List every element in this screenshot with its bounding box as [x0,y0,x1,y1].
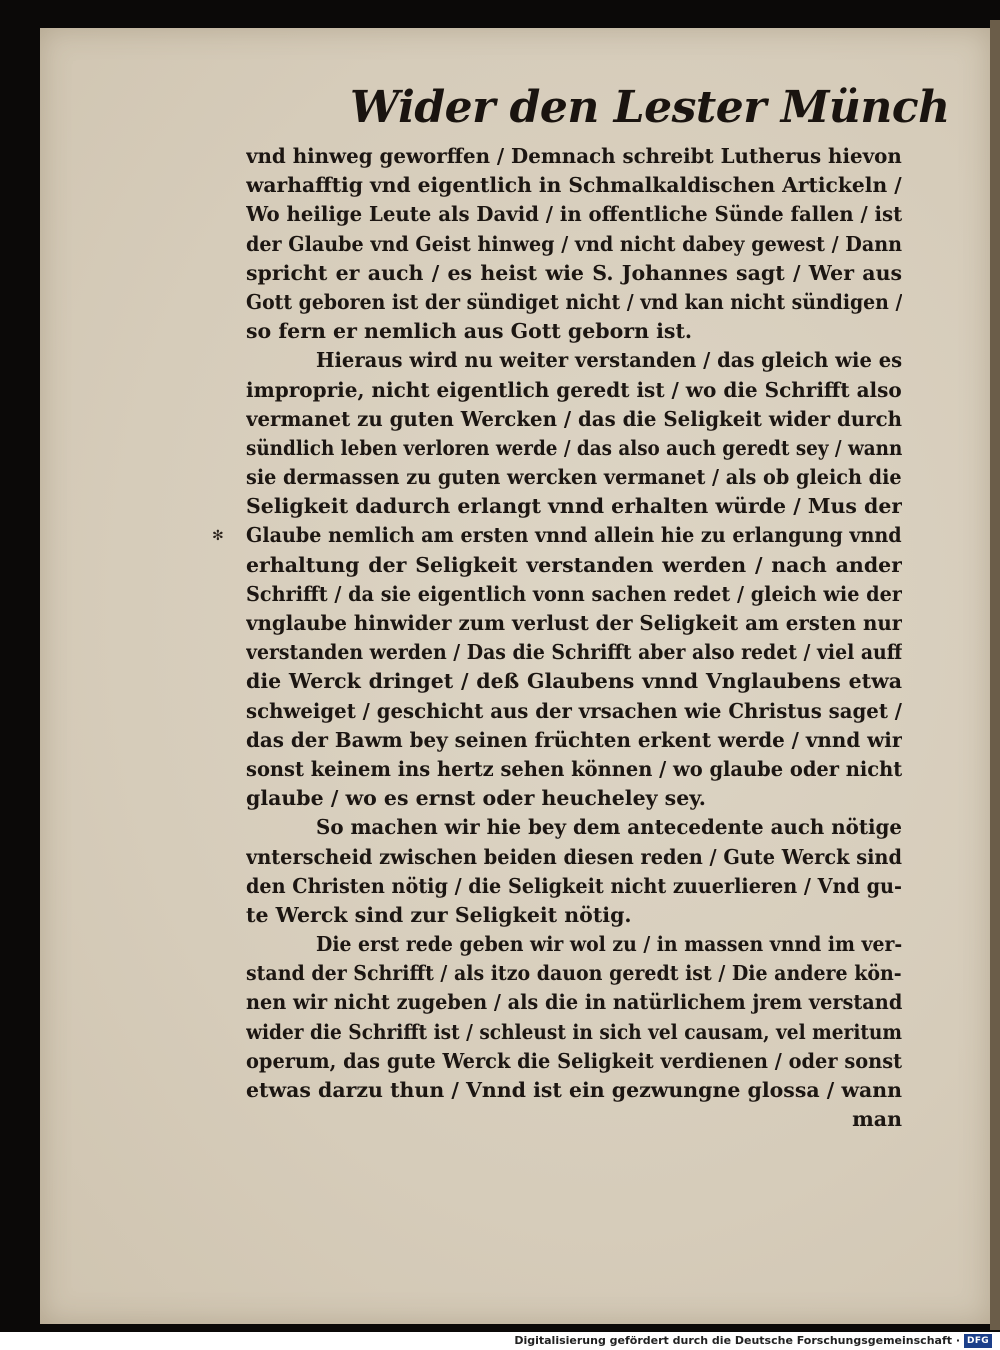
text-line: improprie, nicht eigentlich geredt ist / wo die Schrifft also [246,377,902,402]
text-line: erhaltung der Seligkeit verstanden werden / nach ander [246,552,902,577]
text-line: Glaube nemlich am ersten vnnd allein hie zu erlangung vnnd [246,523,902,548]
text-line: Wo heilige Leute als David / in offentliche Sünde fallen / ist [246,202,902,227]
text-line: Seligkeit dadurch erlangt vnnd erhalten würde / Mus der [246,494,902,519]
text-line: wider die Schrifft ist / schleust in sich vel causam, vel meritum [246,1019,902,1044]
text-line: den Christen nötig / die Seligkeit nicht zuuerlieren / Vnd gu- [246,873,902,898]
text-line: nen wir nicht zugeben / als die in natürlichem jrem verstand [246,990,902,1015]
text-line: warhafftig vnd eigentlich in Schmalkaldischen Artickeln / [246,173,902,198]
text-line: Schrifft / da sie eigentlich vonn sachen redet / gleich wie der [246,581,902,606]
text-line: man [852,1107,902,1132]
text-line: glaube / wo es ernst oder heucheley sey. [246,786,706,811]
page-edge [990,20,1000,1330]
text-line: sie dermassen zu guten wercken vermanet / als ob gleich die [246,465,902,490]
text-line: sündlich leben verloren werde / das also auch geredt sey / wann [246,435,902,460]
text-line: stand der Schrifft / als itzo dauon geredt ist / Die andere kön- [246,961,902,986]
text-line: etwas darzu thun / Vnnd ist ein gezwungne glossa / wann [246,1078,902,1102]
text-line: verstanden werden / Das die Schrifft aber also redet / viel auff [246,640,902,665]
text-line: vnterscheid zwischen beiden diesen reden / Gute Werck sind [246,844,902,869]
text-line: schweiget / geschicht aus der vrsachen wie Christus saget / [246,698,902,723]
text-line: so fern er nemlich aus Gott geborn ist. [246,319,693,344]
text-line: Hieraus wird nu weiter verstanden / das gleich wie es [316,348,902,373]
text-block [246,142,902,1134]
text-line: te Werck sind zur Seligkeit nötig. [246,902,632,927]
text-line: das der Bawm bey seinen früchten erkent werde / vnnd wir [246,727,902,752]
text-line: operum, das gute Werck die Seligkeit verdienen / oder sonst [246,1048,902,1073]
text-line: vermanet zu guten Wercken / das die Seligkeit wider durch [246,406,902,431]
text-line: Die erst rede geben wir wol zu / in massen vnnd im ver- [316,932,902,957]
text-line: vnglaube hinwider zum verlust der Seligkeit am ersten nur [246,611,902,635]
text-line: der Glaube vnd Geist hinweg / vnd nicht dabey gewest / Dann [246,231,902,256]
text-line: spricht er auch / es heist wie S. Johannes sagt / Wer aus [246,260,902,285]
text-line: die Werck dringet / deß Glaubens vnnd Vnglaubens etwa [246,669,902,694]
text-line: sonst keinem ins hertz sehen können / wo glaube oder nicht [246,756,902,781]
text-line: vnd hinweg geworffen / Demnach schreibt Lutherus hievon [246,144,902,168]
running-head: Wider den Lester Münch [350,82,950,133]
text-line: Gott geboren ist der sündiget nicht / vnd kan nicht sündigen / [246,289,902,314]
stray-mark: ✻ [212,528,224,544]
text-line: So machen wir hie bey dem antecedente auch nötige [316,815,902,840]
footer-bar [0,1332,1000,1350]
dfg-logo: DFG [964,1334,992,1348]
footer-credit: Digitalisierung gefördert durch die Deutsche Forschungsgemeinschaft · [514,1334,960,1347]
